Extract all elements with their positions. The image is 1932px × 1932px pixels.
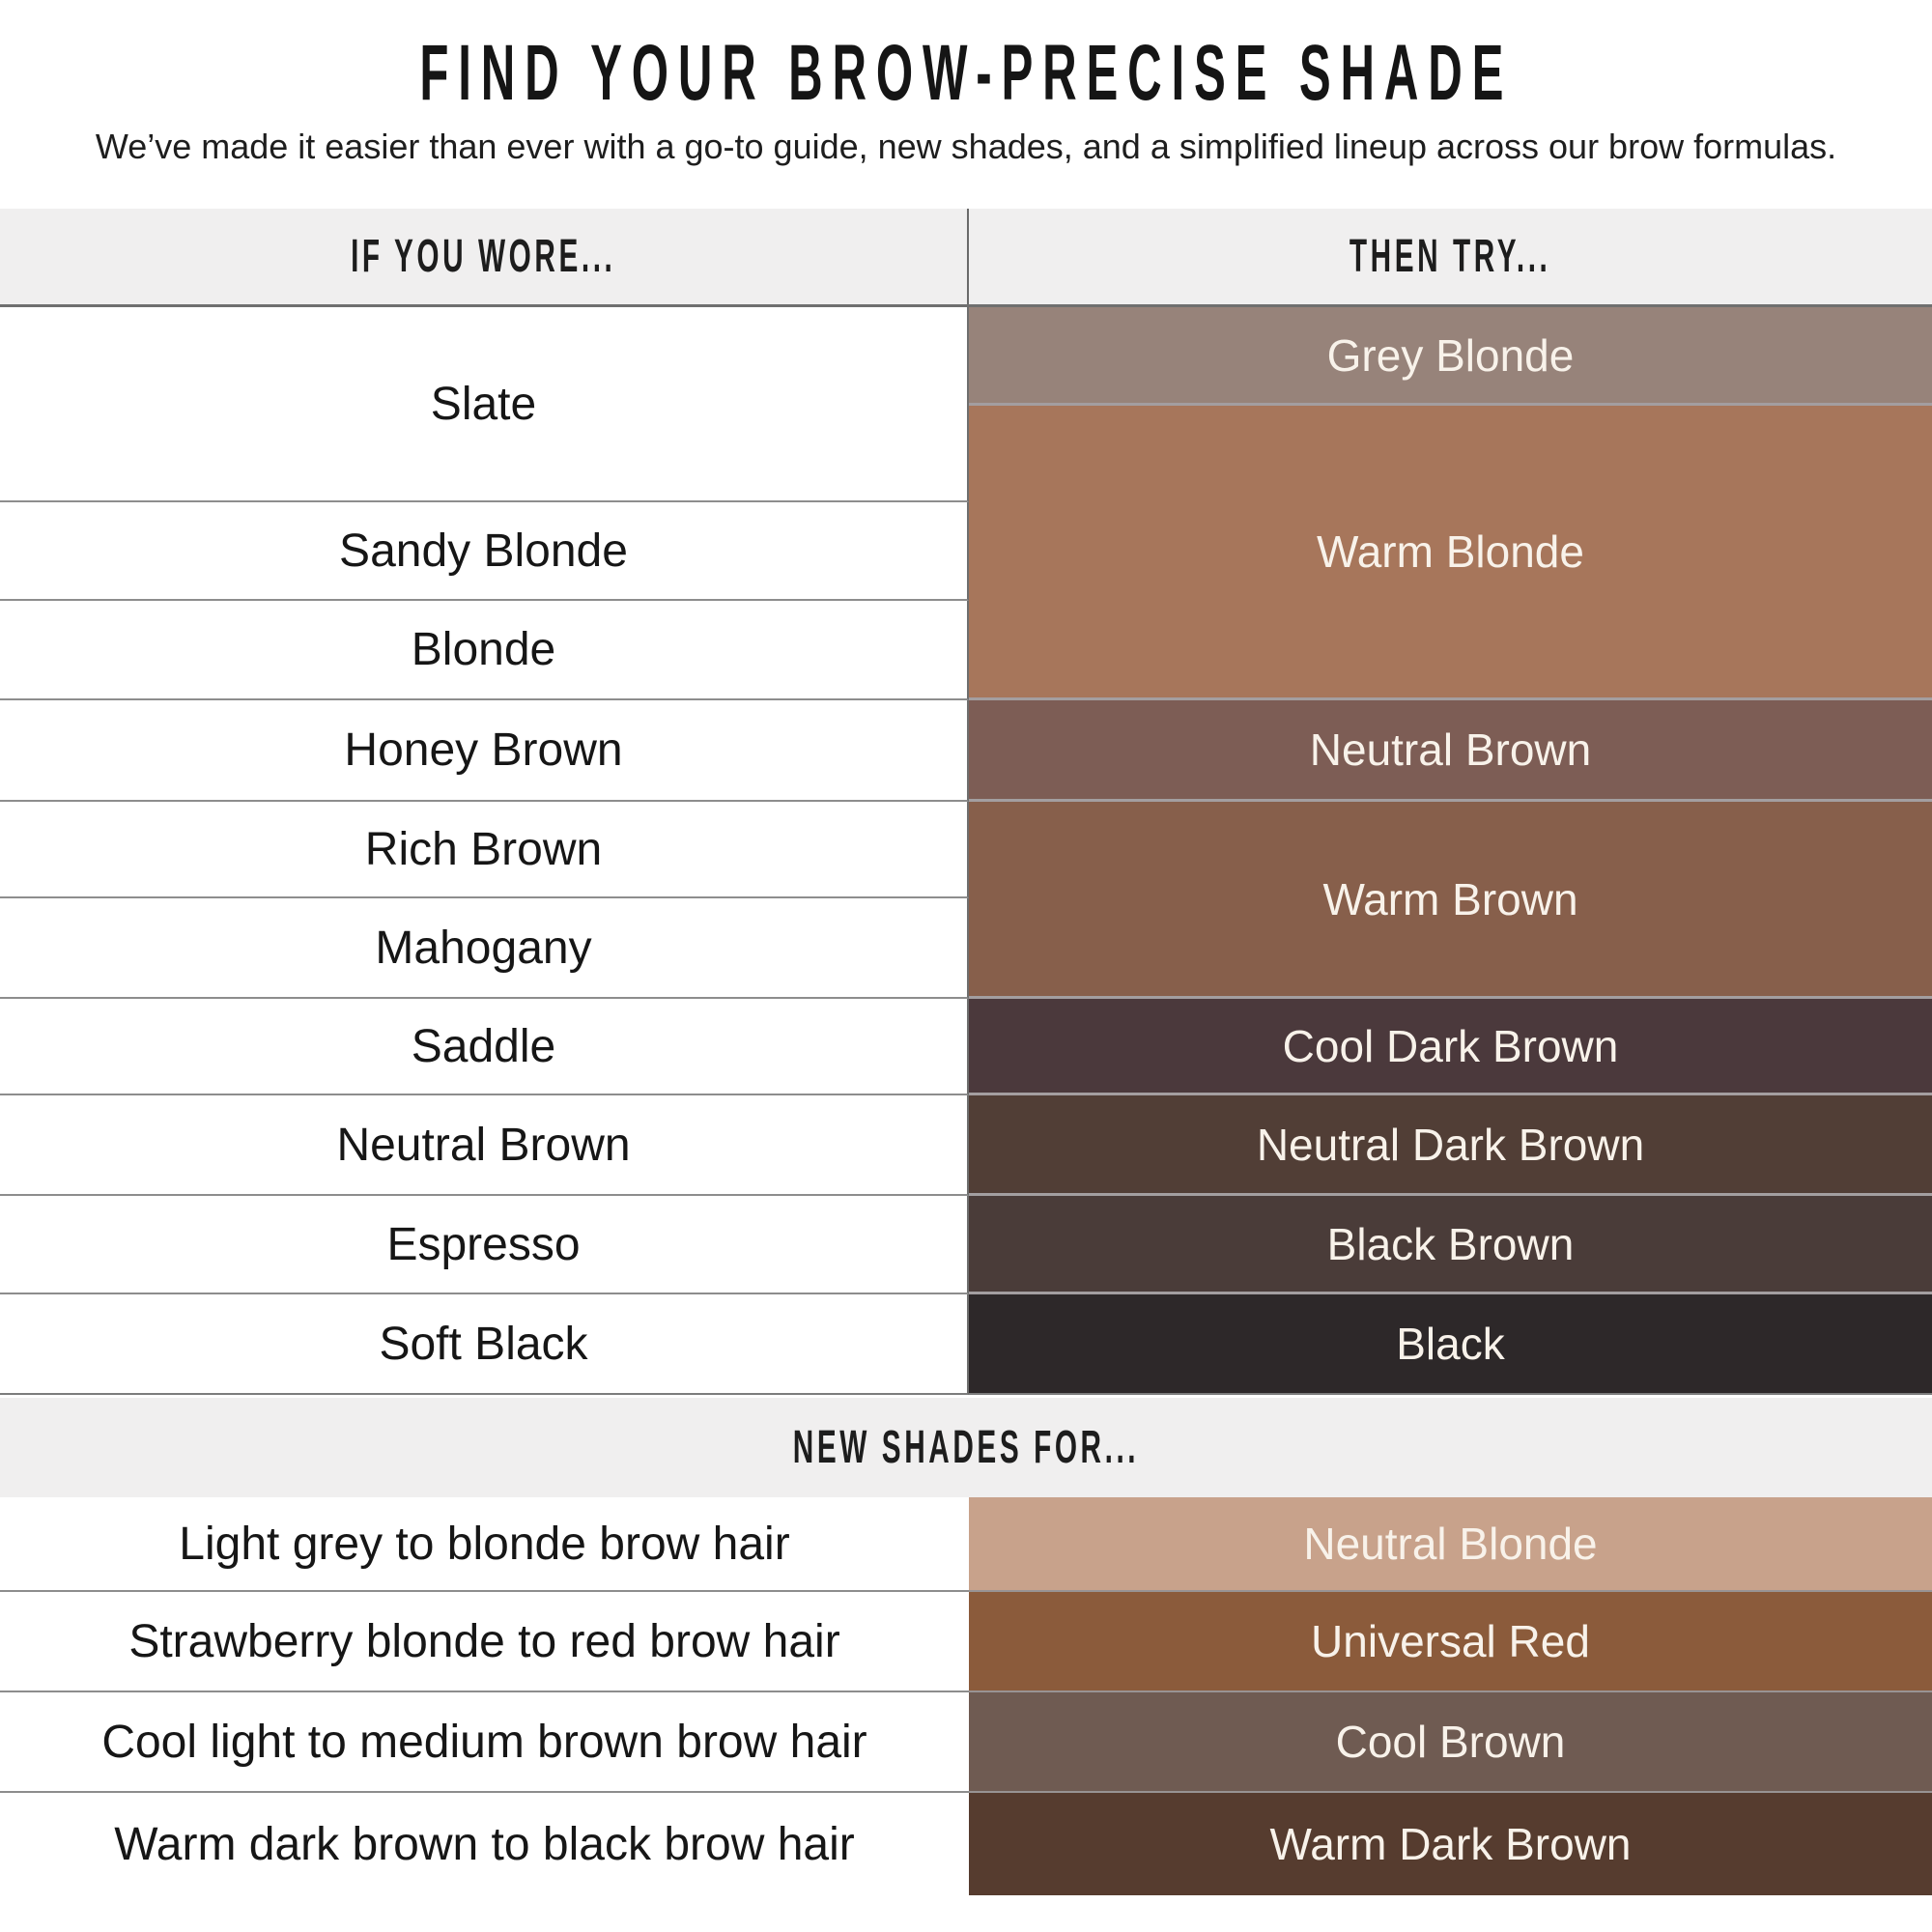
new-shade-row-label-light-grey-blonde: Light grey to blonde brow hair	[0, 1497, 969, 1592]
column-header-if-you-wore: IF YOU WORE...	[0, 209, 969, 304]
swatch-cell-neutral-dark-brown: Neutral Dark Brown	[969, 1095, 1932, 1196]
new-shade-row-label-strawberry-red: Strawberry blonde to red brow hair	[0, 1592, 969, 1692]
swatch-cell-universal-red: Universal Red	[969, 1592, 1932, 1692]
page-subtitle: We’ve made it easier than ever with a go-to guide, new shades, and a simplified lineup across our brow formulas.	[95, 127, 1837, 166]
swatch-cell-neutral-brown: Neutral Brown	[969, 700, 1932, 802]
new-shades-section-header: NEW SHADES FOR...	[0, 1398, 1932, 1497]
table-row-label-blonde: Blonde	[0, 601, 969, 700]
swatch-cell-black-brown: Black Brown	[969, 1196, 1932, 1294]
table-row-label-espresso: Espresso	[0, 1196, 969, 1294]
table-row-label-sandy-blonde: Sandy Blonde	[0, 502, 969, 601]
page-title	[0, 31, 1932, 116]
table-row-label-rich-brown: Rich Brown	[0, 802, 969, 898]
table-row-label-slate: Slate	[0, 307, 969, 502]
shade-table	[0, 209, 1932, 1395]
new-shade-row-label-warm-dark-black: Warm dark brown to black brow hair	[0, 1793, 969, 1895]
table-row-label-honey-brown: Honey Brown	[0, 700, 969, 802]
swatch-cell-warm-brown: Warm Brown	[969, 802, 1932, 999]
shade-table-body	[0, 307, 1932, 1395]
swatch-cell-cool-dark-brown: Cool Dark Brown	[969, 999, 1932, 1095]
table-header-row	[0, 209, 1932, 307]
table-row-label-soft-black: Soft Black	[0, 1294, 969, 1395]
table-row-label-saddle: Saddle	[0, 999, 969, 1095]
swatch-cell-cool-brown: Cool Brown	[969, 1692, 1932, 1793]
column-header-then-try: THEN TRY...	[1350, 231, 1551, 282]
page-title-text: FIND YOUR BROW-PRECISE SHADE	[419, 29, 1513, 117]
table-row-label-neutral-brown: Neutral Brown	[0, 1095, 969, 1196]
swatch-cell-warm-dark-brown: Warm Dark Brown	[969, 1793, 1932, 1895]
new-shade-row-label-cool-light-medium: Cool light to medium brown brow hair	[0, 1692, 969, 1793]
new-shades-table	[0, 1497, 1932, 1895]
swatch-cell-warm-blonde: Warm Blonde	[969, 406, 1932, 700]
swatch-cell-black: Black	[969, 1294, 1932, 1395]
table-row-label-mahogany: Mahogany	[0, 898, 969, 999]
swatch-cell-neutral-blonde: Neutral Blonde	[969, 1497, 1932, 1592]
swatch-cell-grey-blonde: Grey Blonde	[969, 307, 1932, 406]
